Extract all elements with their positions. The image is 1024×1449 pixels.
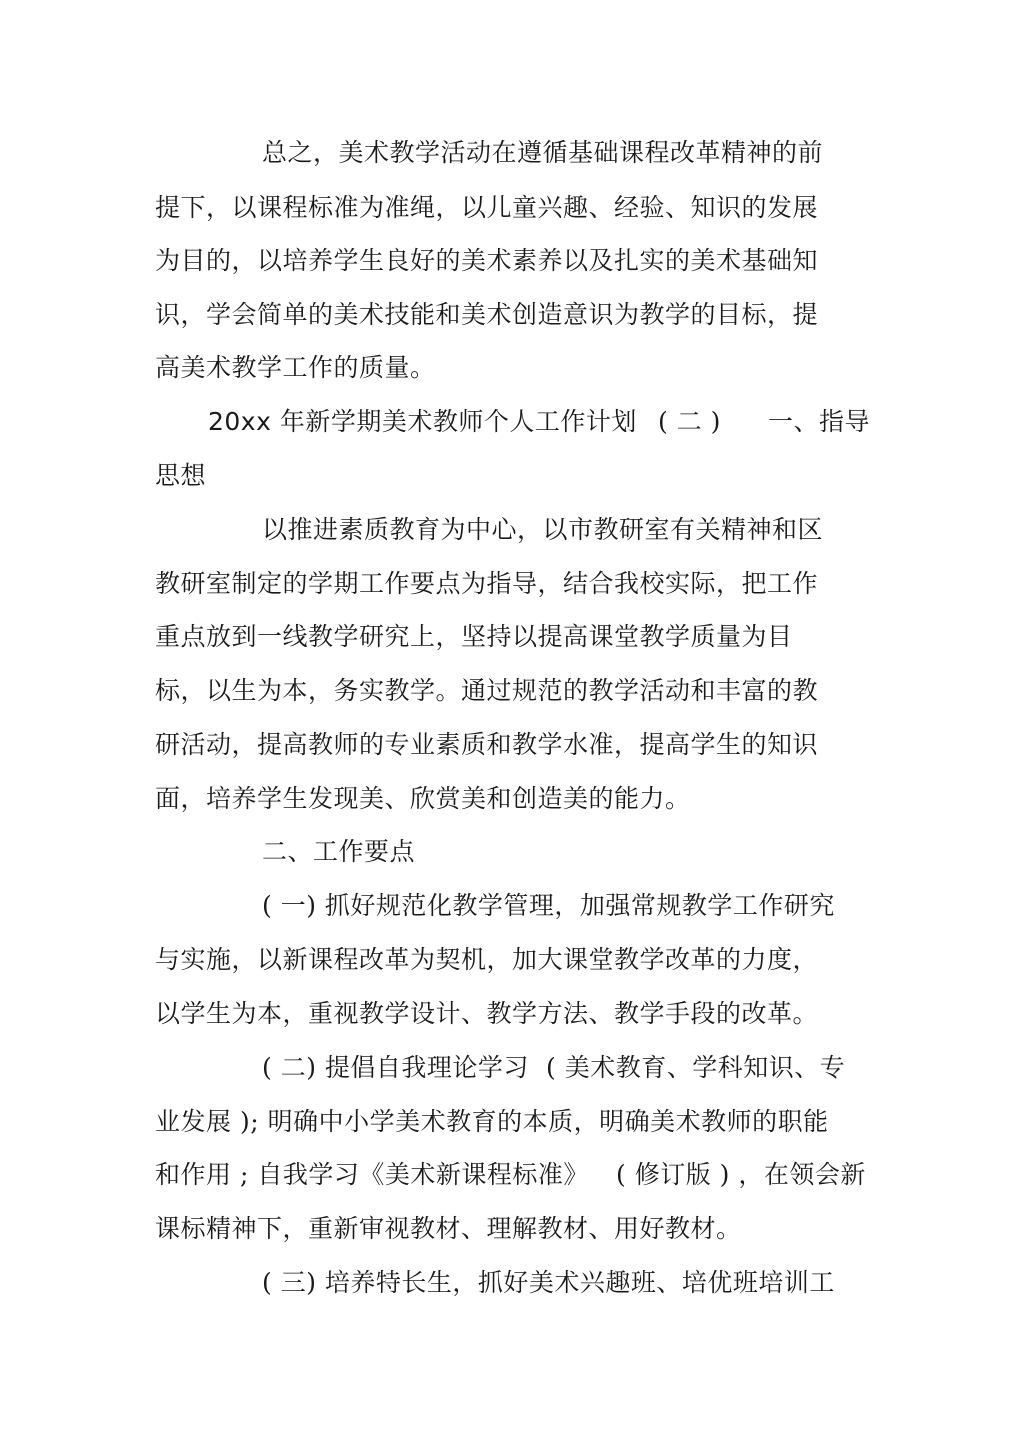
paragraph-4-line-4: 课标精神下，重新审视教材、理解教材、用好教材。 [155,1214,742,1243]
paragraph-1-line-5: 高美术教学工作的质量。 [155,353,436,382]
paragraph-2-line-3: 重点放到一线教学研究上，坚持以提高课堂教学质量为目 [155,622,793,651]
paragraph-2-line-2: 教研室制定的学期工作要点为指导，结合我校实际，把工作 [155,569,819,598]
paragraph-4-line-3: 和作用 ; 自我学习《美术新课程标准》 [155,1160,589,1189]
paragraph-1-line-1: 总之，美术教学活动在遵循基础课程改革精神的前 [262,138,824,167]
paragraph-2-line-6: 面，培养学生发现美、欣赏美和创造美的能力。 [155,784,691,813]
heading-guiding: 一、指导 [768,407,871,436]
section-title [208,406,637,438]
section-title-text: 20xx 年新学期美术教师个人工作计划 [208,407,637,436]
paragraph-1-line-3: 为目的，以培养学生良好的美术素养以及扎实的美术基础知 [155,246,819,275]
paragraph-2-line-1: 以推进素质教育为中心，以市教研室有关精神和区 [262,515,824,544]
heading-work-points: 二、工作要点 [262,837,416,866]
paragraph-3-line-1: ( 一) 抓好规范化教学管理，加强常规教学工作研究 [262,891,835,920]
paragraph-2-line-5: 研活动，提高教师的专业素质和教学水准，提高学生的知识 [155,730,819,759]
paragraph-5-line-1: ( 三) 培养特长生，抓好美术兴趣班、培优班培训工 [262,1268,835,1297]
paragraph-1-line-4: 识，学会简单的美术技能和美术创造意识为教学的目标，提 [155,300,819,329]
heading-guiding-cont: 思想 [155,461,207,490]
paragraph-3-line-2: 与实施，以新课程改革为契机，加大课堂教学改革的力度， [155,945,819,974]
paragraph-4-line-1: ( 二) 提倡自我理论学习 [262,1053,529,1082]
paragraph-4-line-2: 业发展 ); 明确中小学美术教育的本质，明确美术教师的职能 [155,1107,829,1136]
paragraph-2-line-4: 标，以生为本，务实教学。通过规范的教学活动和丰富的教 [155,676,819,705]
paragraph-1-line-2: 提下，以课程标准为准绳，以儿童兴趣、经验、知识的发展 [155,193,819,222]
section-title-number: ( 二 ) [658,407,721,436]
paragraph-4-line-3-cont: ( 修订版 ) ，在领会新 [616,1160,866,1189]
paragraph-4-line-1-cont: ( 美术教育、学科知识、专 [546,1053,846,1082]
paragraph-3-line-3: 以学生为本，重视教学设计、教学方法、教学手段的改革。 [155,999,819,1028]
